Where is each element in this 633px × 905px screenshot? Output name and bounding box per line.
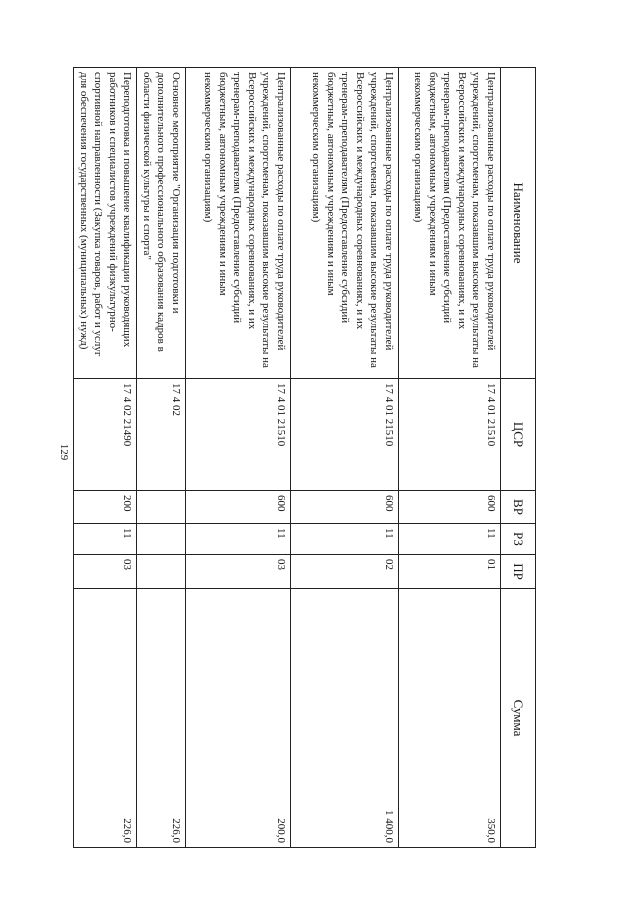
header-sum: Сумма [501,589,536,848]
table-row [74,68,137,848]
cell-sum: 350,0 [399,589,501,848]
cell-pr: 02 [291,555,399,589]
table-row [186,68,291,848]
cell-rz: 11 [186,524,291,555]
table-row [137,68,186,848]
cell-name: Централизованные расходы по оплате труда руководителей учреждений, спортсменам, показавшим высокие результаты на Всероссийских и международных соревнованиях, и их тренерам-преподавателям (Предоставление субсидий бюджетным, автономным учреждениям и иным некоммерческим организациям) [399,68,501,379]
table-header-row [501,68,536,848]
cell-pr: 01 [399,555,501,589]
cell-name: Переподготовка и повышение квалификации руководящих работников и специалистов учреждений физкультурно-спортивной направленности (Закупка товаров, работ и услуг для обеспечения государственных (муниципальных) нужд) [74,68,137,379]
cell-csr: 17 4 02 [137,379,186,491]
rotated-table-frame [77,67,536,847]
cell-sum: 200,0 [186,589,291,848]
cell-pr: 03 [74,555,137,589]
header-vr: ВР [501,491,536,524]
cell-name: Централизованные расходы по оплате труда руководителей учреждений, спортсменам, показавшим высокие результаты на Всероссийских и международных соревнованиях, и их тренерам-преподавателям (Предоставление субсидий бюджетным, автономным учреждениям и иным некоммерческим организациям) [186,68,291,379]
cell-rz: 11 [399,524,501,555]
cell-pr: 03 [186,555,291,589]
page-number: 129 [58,443,70,461]
cell-csr: 17 4 01 21510 [291,379,399,491]
table-row [399,68,501,848]
cell-sum: 1 400,0 [291,589,399,848]
cell-csr: 17 4 02 21490 [74,379,137,491]
budget-table [73,67,536,848]
header-csr: ЦСР [501,379,536,491]
cell-pr [137,555,186,589]
cell-csr: 17 4 01 21510 [186,379,291,491]
cell-vr: 600 [399,491,501,524]
cell-rz: 11 [74,524,137,555]
header-pr: ПР [501,555,536,589]
table-row [291,68,399,848]
cell-rz: 11 [291,524,399,555]
cell-sum: 226,0 [74,589,137,848]
cell-vr: 600 [186,491,291,524]
cell-name: Основное мероприятие "Организация подготовки и дополнительного профессионального образования кадров в области физической культуры и спорта" [137,68,186,379]
cell-rz [137,524,186,555]
cell-name: Централизованные расходы по оплате труда руководителей учреждений, спортсменам, показавшим высокие результаты на Всероссийских и международных соревнованиях, и их тренерам-преподавателям (Предоставление субсидий бюджетным, автономным учреждениям и иным некоммерческим организациям) [291,68,399,379]
cell-vr: 200 [74,491,137,524]
cell-vr [137,491,186,524]
header-name: Наименование [501,68,536,379]
header-rz: РЗ [501,524,536,555]
cell-sum: 226,0 [137,589,186,848]
cell-vr: 600 [291,491,399,524]
budget-table-container [77,67,536,847]
cell-csr: 17 4 01 21510 [399,379,501,491]
